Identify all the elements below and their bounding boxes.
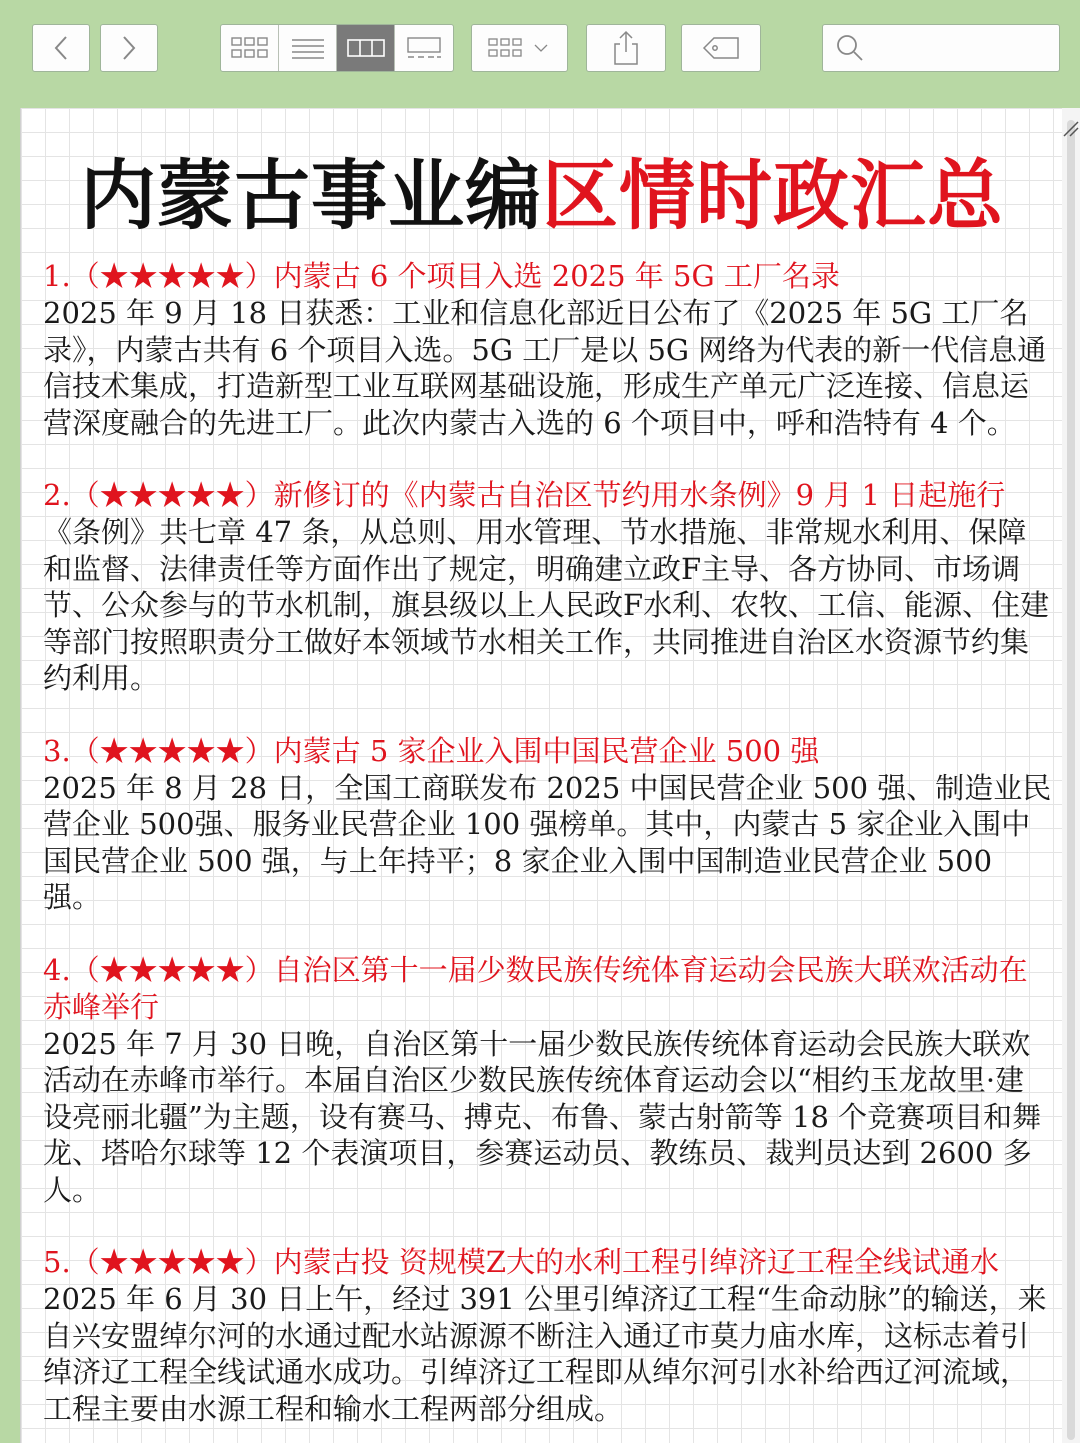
news-heading: 2.（★★★★★）新修订的《内蒙古自治区节约用水条例》9 月 1 日起施行 [43, 478, 1006, 512]
back-icon [51, 33, 71, 63]
news-body: 2025 年 7 月 30 日晚，自治区第十一届少数民族传统体育运动会民族大联欢活动在赤峰市举行。本届自治区少数民族传统体育运动会以“相约玉龙故里·建设亮丽北疆”为主题，设有赛马、搏克、布鲁、蒙古射箭等 18 个竞赛项目和舞龙、塔哈尔球等 12 个表演项目，参赛运动员、教练员、裁判员达到 2600 多人。 [43, 1026, 1042, 1207]
news-item [43, 733, 1053, 916]
news-body: 《条例》共七章 47 条，从总则、用水管理、节水措施、非常规水利用、保障和监督、法律责任等方面作出了规定，明确建立政F主导、各方协同、市场调节、公众参与的节水机制，旗县级以上人民政F水利、农牧、工信、能源、住建等部门按照职责分工做好本领域节水相关工作，共同推进自治区水资源节约集约利用。 [43, 515, 1050, 695]
share-icon [611, 30, 641, 66]
search-field[interactable] [822, 24, 1060, 72]
list-view-button[interactable] [279, 25, 337, 71]
gallery-view-button[interactable] [395, 25, 453, 71]
tag-button[interactable] [681, 24, 761, 72]
column-view-icon [346, 36, 386, 60]
news-item [43, 477, 1053, 697]
news-item [43, 952, 1053, 1209]
news-body: 2025 年 8 月 28 日，全国工商联发布 2025 中国民营企业 500 强、制造业民营企业 500强、服务业民营企业 100 强榜单。其中，内蒙古 5 家企业入围中国民营企业 500 强，与上年持平；8 家企业入围中国制造业民营企业 500 强。 [43, 770, 1052, 914]
document-page [20, 108, 1062, 1443]
resize-corner-icon [1062, 118, 1080, 138]
title-black-part: 内蒙古事业编 [80, 151, 542, 240]
page-title [21, 152, 1063, 240]
news-list [43, 258, 1053, 1443]
share-button[interactable] [586, 24, 666, 72]
news-heading: 5.（★★★★★）内蒙古投 资规模Z大的水利工程引绰济辽工程全线试通水 [43, 1245, 1000, 1279]
forward-icon [119, 33, 139, 63]
tag-icon [700, 35, 742, 61]
icon-grid-view [230, 35, 270, 61]
back-button[interactable] [32, 24, 90, 72]
view-switcher [220, 24, 454, 72]
list-view-icon [290, 36, 326, 60]
scrollbar-thumb[interactable] [1067, 120, 1075, 1440]
search-icon [835, 33, 865, 63]
news-heading: 3.（★★★★★）内蒙古 5 家企业入围中国民营企业 500 强 [43, 733, 820, 768]
forward-button[interactable] [100, 24, 158, 72]
gallery-view-icon [404, 35, 444, 61]
news-body: 2025 年 9 月 18 日获悉：工业和信息化部近日公布了《2025 年 5G 工厂名录》，内蒙古共有 6 个项目入选。5G 工厂是以 5G 网络为代表的新一代信息通信技术集成，打造新型工业互联网基础设施，形成生产单元广泛连接、信息运营深度融合的先进工厂。此次内蒙古入选的 6 个项目中，呼和浩特有 4 个。 [43, 296, 1047, 440]
group-button[interactable] [471, 24, 568, 72]
news-item [43, 258, 1053, 441]
news-heading: 4.（★★★★★）自治区第十一届少数民族传统体育运动会民族大联欢活动在赤峰举行 [43, 952, 1028, 1024]
news-heading: 1.（★★★★★）内蒙古 6 个项目入选 2025 年 5G 工厂名录 [43, 259, 840, 293]
column-view-button[interactable] [337, 25, 395, 71]
search-input[interactable] [865, 25, 1059, 71]
news-body: 2025 年 6 月 30 日上午，经过 391 公里引绰济辽工程“生命动脉”的输送，来自兴安盟绰尔河的水通过配水站源源不断注入通辽市莫力庙水库，这标志着引绰济辽工程全线试通水成功。引绰济辽工程即从绰尔河引水补给西辽河流域，工程主要由水源工程和输水工程两部分组成。 [43, 1282, 1047, 1426]
icon-view-button[interactable] [221, 25, 279, 71]
group-icon [485, 35, 555, 61]
toolbar [0, 0, 1080, 108]
vertical-scrollbar[interactable] [1062, 108, 1080, 1443]
news-item [43, 1244, 1053, 1427]
title-red-part: 区情时政汇总 [542, 151, 1004, 240]
